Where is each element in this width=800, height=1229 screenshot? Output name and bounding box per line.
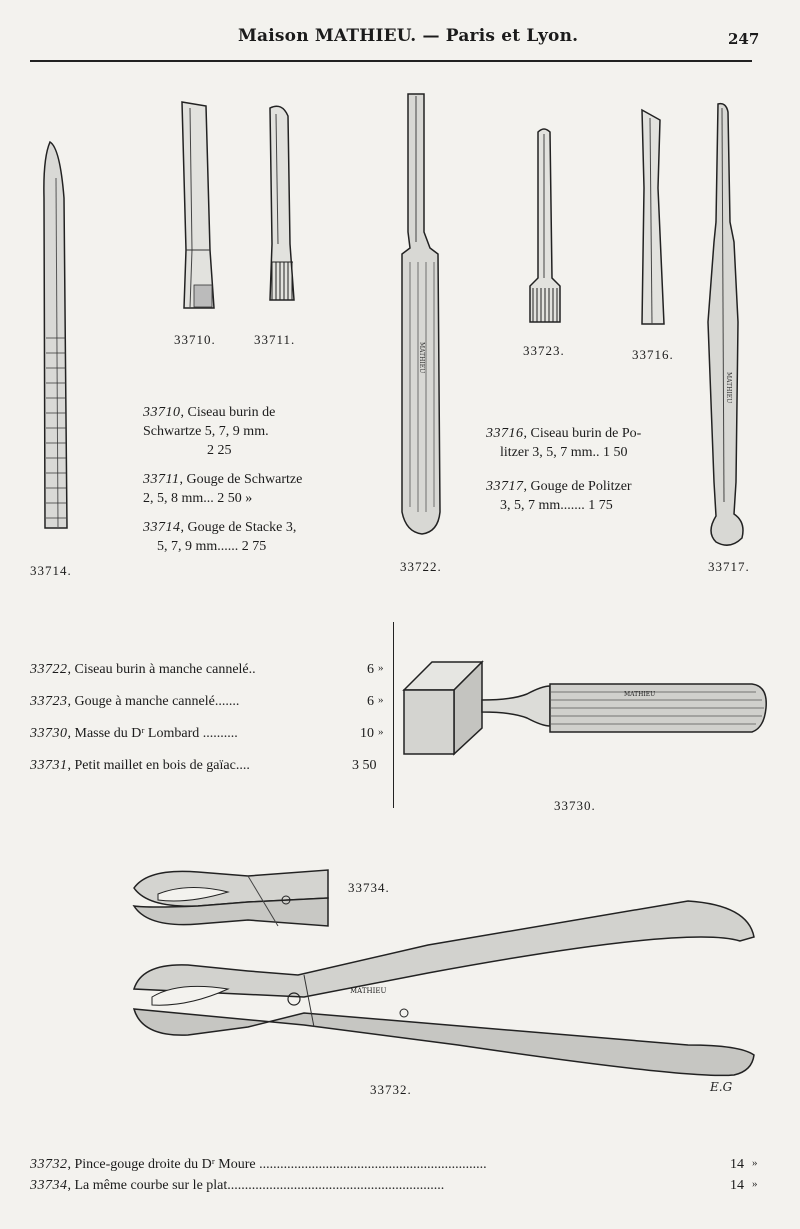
price-row-33722 — [30, 662, 395, 694]
description-33717: 33717, Gouge de Politzer 3, 5, 7 mm....... 1 75 — [486, 479, 632, 513]
bottom-row-33734 — [30, 1178, 770, 1198]
description-ref: 33714 — [143, 520, 181, 535]
gouge-33711-illustration — [264, 104, 300, 304]
price-label: , Gouge à manche cannelé....... — [67, 694, 240, 709]
description-ref: 33716 — [486, 426, 524, 441]
page-header — [0, 24, 800, 54]
price-list — [30, 662, 395, 790]
figure-number-33711: 33711. — [254, 332, 296, 347]
price-unit: » — [378, 694, 384, 706]
price-value: 3 50 — [352, 758, 377, 773]
header-title: Maison MATHIEU. — Paris et Lyon. — [238, 26, 579, 46]
description-33710: 33710, Ciseau burin de Schwartze 5, 7, 9 mm. 2 25 — [143, 405, 276, 458]
description-33711: 33711, Gouge de Schwartze 2, 5, 8 mm... 2 50 » — [143, 472, 303, 506]
page-number: 247 — [728, 30, 760, 48]
bottom-label: , La même courbe sur le plat.............................................................. — [67, 1178, 445, 1193]
bottom-unit: » — [752, 1157, 758, 1169]
description-price: 2 25 — [207, 443, 232, 458]
price-label: , Petit maillet en bois de gaïac.... — [67, 758, 250, 773]
handle-mark-33730: MATHIEU — [624, 691, 656, 698]
bottom-price: 14 — [730, 1157, 744, 1172]
bottom-price: 14 — [730, 1178, 744, 1193]
price-unit: » — [378, 662, 384, 674]
header-rule — [30, 60, 752, 62]
gouge-33723-illustration — [528, 128, 564, 326]
price-value: 6 — [367, 694, 374, 709]
bottom-ref: 33734 — [30, 1178, 68, 1193]
figure-number-33734: 33734. — [348, 880, 390, 895]
price-label: , Masse du Dʳ Lombard .......... — [67, 726, 238, 741]
price-value: 6 — [367, 662, 374, 677]
figure-number-33716: 33716. — [632, 347, 674, 362]
figure-number-33730: 33730. — [554, 798, 596, 813]
figure-number-33710: 33710. — [174, 332, 216, 347]
description-33714: 33714, Gouge de Stacke 3, 5, 7, 9 mm...... 2 75 — [143, 520, 297, 554]
figure-number-33717: 33717. — [708, 559, 750, 574]
figure-number-33723: 33723. — [523, 343, 565, 358]
chisel-33710-illustration — [180, 100, 216, 312]
price-label: , Ciseau burin à manche cannelé.. — [67, 662, 256, 677]
bottom-row-33732 — [30, 1157, 770, 1177]
price-row-33731 — [30, 758, 395, 790]
gouge-33717-illustration — [700, 102, 752, 550]
rongeur-33732-illustration — [128, 895, 762, 1095]
handle-mark-33732: MATHIEU — [350, 987, 387, 995]
price-unit: » — [378, 726, 384, 738]
handle-mark-33722: MATHIEU — [418, 342, 425, 374]
price-ref: 33731 — [30, 758, 68, 773]
price-ref: 33730 — [30, 726, 68, 741]
bottom-unit: » — [752, 1178, 758, 1190]
price-ref: 33722 — [30, 662, 68, 677]
bottom-ref: 33732 — [30, 1157, 68, 1172]
figure-number-33714: 33714. — [30, 563, 72, 578]
description-ref: 33717 — [486, 479, 524, 494]
description-ref: 33711 — [143, 472, 180, 487]
price-row-33723 — [30, 694, 395, 726]
mallet-33730-illustration — [402, 656, 772, 760]
price-value: 10 — [360, 726, 374, 741]
bottom-label: , Pince-gouge droite du Dʳ Moure ................................................................. — [67, 1157, 487, 1172]
chisel-33722-illustration — [394, 92, 450, 542]
description-ref: 33710 — [143, 405, 181, 420]
engraver-signature: E.G — [710, 1080, 733, 1094]
figure-number-33732: 33732. — [370, 1082, 412, 1097]
figure-number-33722: 33722. — [400, 559, 442, 574]
description-33716: 33716, Ciseau burin de Po- litzer 3, 5, 7 mm.. 1 50 — [486, 426, 642, 460]
gouge-33714-illustration — [38, 138, 78, 538]
handle-mark-33717: MATHIEU — [725, 372, 732, 404]
section-divider — [393, 622, 394, 808]
price-ref: 33723 — [30, 694, 68, 709]
chisel-33716-illustration — [638, 108, 670, 330]
price-row-33730 — [30, 726, 395, 758]
